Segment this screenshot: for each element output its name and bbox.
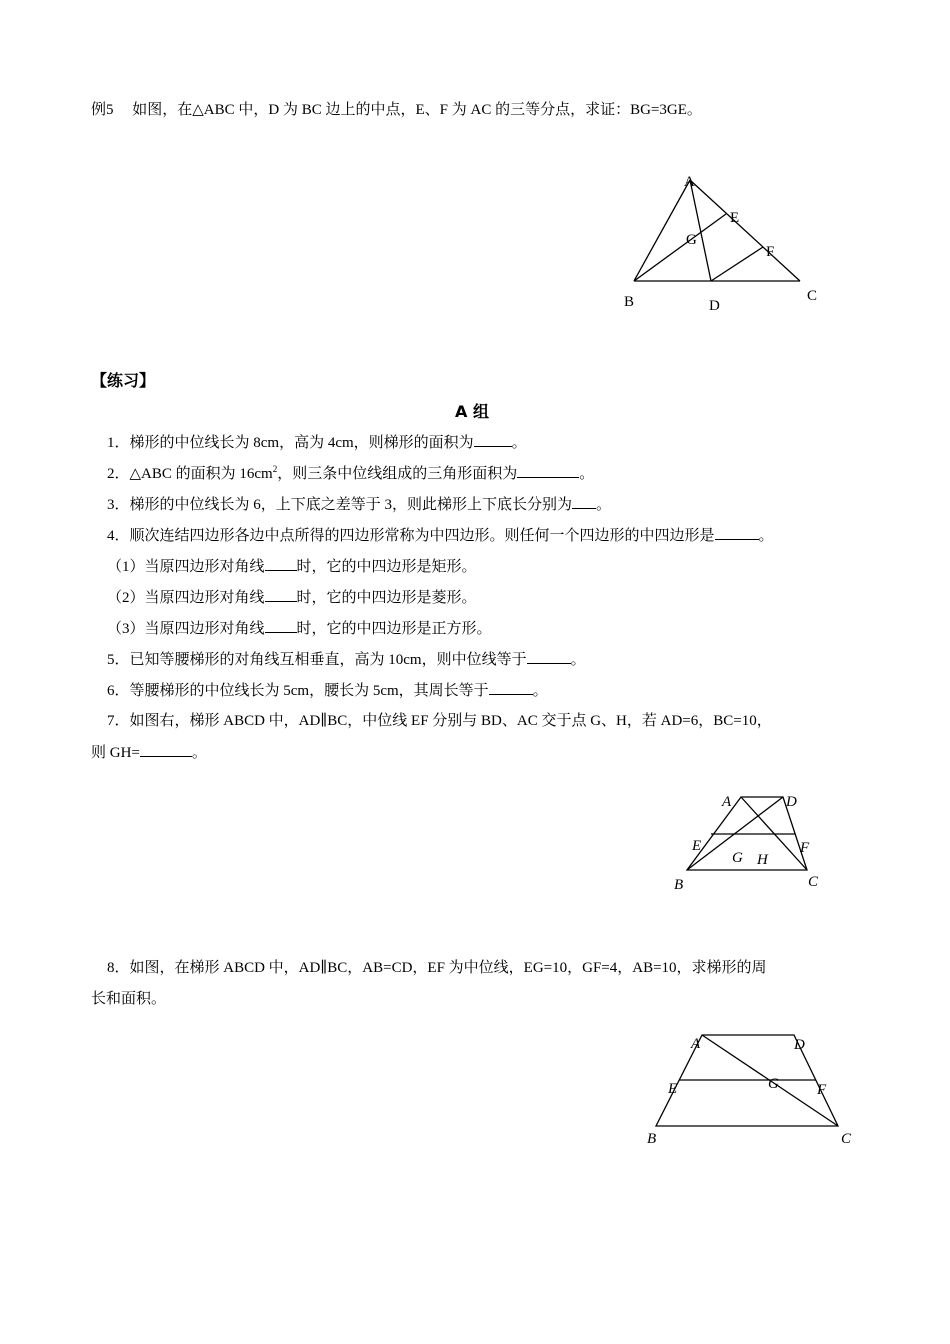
question-2-text-b: ，则三条中位线组成的三角形面积为 [277, 466, 518, 482]
superscript-2: 2 [272, 464, 278, 474]
question-7-text: 7．如图右，梯形 ABCD 中，AD∥BC，中位线 EF 分别与 BD、AC 交于点 G、H，若 AD=6，BC=10， [107, 713, 772, 729]
question-3-text: 3．梯形的中位线长为 6，上下底之差等于 3，则此梯形上下底长分别为 [107, 497, 573, 513]
answer-blank [140, 742, 192, 757]
label-f: F [800, 840, 810, 856]
example5-figure [600, 160, 840, 320]
question-7-figure [660, 785, 840, 900]
question-6-end: 。 [532, 683, 548, 699]
question-8-line-1 [107, 958, 767, 978]
label-a: A [722, 794, 732, 810]
question-7-line-2 [91, 742, 207, 763]
question-2-text-a: 2．△ABC 的面积为 16cm [107, 466, 273, 482]
label-e: E [668, 1081, 678, 1097]
question-4-3 [107, 618, 492, 639]
answer-blank [715, 525, 759, 540]
label-f: F [766, 244, 775, 260]
label-c: C [807, 288, 818, 304]
label-c: C [808, 874, 819, 890]
question-5 [107, 649, 586, 670]
segment-be [634, 214, 726, 281]
label-d: D [709, 298, 720, 314]
segment-ad [690, 180, 711, 281]
question-6 [107, 680, 548, 701]
question-8-line-2 [91, 989, 166, 1009]
label-d: D [786, 794, 797, 810]
answer-blank [265, 556, 297, 571]
label-g: G [686, 232, 697, 248]
question-8-figure [630, 1025, 870, 1155]
answer-blank [527, 649, 571, 664]
answer-blank [265, 618, 297, 633]
label-c: C [841, 1131, 852, 1147]
answer-blank [517, 463, 579, 478]
question-4-1 [107, 556, 477, 577]
question-2 [107, 463, 594, 484]
label-b: B [647, 1131, 657, 1147]
label-a: A [691, 1036, 701, 1052]
question-6-text: 6．等腰梯形的中位线长为 5cm，腰长为 5cm，其周长等于 [107, 683, 489, 699]
question-8-text-2: 长和面积。 [91, 991, 167, 1007]
question-5-text: 5．已知等腰梯形的对角线互相垂直，高为 10cm，则中位线等于 [107, 652, 527, 668]
label-b: B [624, 294, 635, 310]
question-8-text: 8．如图，在梯形 ABCD 中，AD∥BC，AB=CD，EF 为中位线，EG=10，GF=4，AB=10，求梯形的周 [107, 960, 767, 976]
label-e: E [730, 210, 740, 226]
question-1-end: 。 [511, 435, 527, 451]
label-g: G [732, 850, 743, 866]
segment-ac [690, 180, 800, 281]
question-7-end: 。 [191, 745, 207, 761]
question-1-text: 1．梯形的中位线长为 8cm，高为 4cm，则梯形的面积为 [107, 435, 474, 451]
label-g: G [768, 1076, 779, 1092]
question-7-line-1 [107, 711, 772, 731]
question-2-end: 。 [579, 466, 595, 482]
question-7-text-2: 则 GH= [91, 745, 140, 761]
label-a: A [684, 174, 695, 190]
question-3 [107, 494, 611, 515]
example5-statement [91, 100, 702, 120]
segment-ab [634, 180, 690, 281]
answer-blank [265, 587, 297, 602]
segment-df [711, 247, 763, 281]
question-4-3-text-b: 时，它的中四边形是正方形。 [296, 621, 492, 637]
question-3-end: 。 [596, 497, 612, 513]
question-4-text: 4．顺次连结四边形各边中点所得的四边形常称为中四边形。则任何一个四边形的中四边形是 [107, 528, 715, 544]
question-4-2-text-a: （2）当原四边形对角线 [107, 590, 265, 606]
label-d: D [794, 1037, 805, 1053]
practice-title: 【练习】 [91, 371, 156, 390]
question-5-end: 。 [570, 652, 586, 668]
example5-label: 例5 [91, 102, 114, 118]
group-title: A 组 [455, 402, 489, 421]
question-4-1-text-a: （1）当原四边形对角线 [107, 559, 265, 575]
answer-blank [572, 494, 596, 509]
question-4 [107, 525, 774, 546]
question-1 [107, 432, 527, 453]
question-4-2-text-b: 时，它的中四边形是菱形。 [296, 590, 477, 606]
question-4-1-text-b: 时，它的中四边形是矩形。 [296, 559, 477, 575]
label-e: E [692, 838, 702, 854]
question-4-3-text-a: （3）当原四边形对角线 [107, 621, 265, 637]
question-4-end: 。 [758, 528, 774, 544]
answer-blank [489, 680, 533, 695]
label-h: H [757, 852, 768, 868]
question-4-2 [107, 587, 477, 608]
label-b: B [674, 877, 684, 893]
example5-text: 如图，在△ABC 中，D 为 BC 边上的中点，E、F 为 AC 的三等分点，求证：BG=3GE。 [132, 102, 702, 118]
answer-blank [474, 432, 512, 447]
label-f: F [817, 1082, 827, 1098]
